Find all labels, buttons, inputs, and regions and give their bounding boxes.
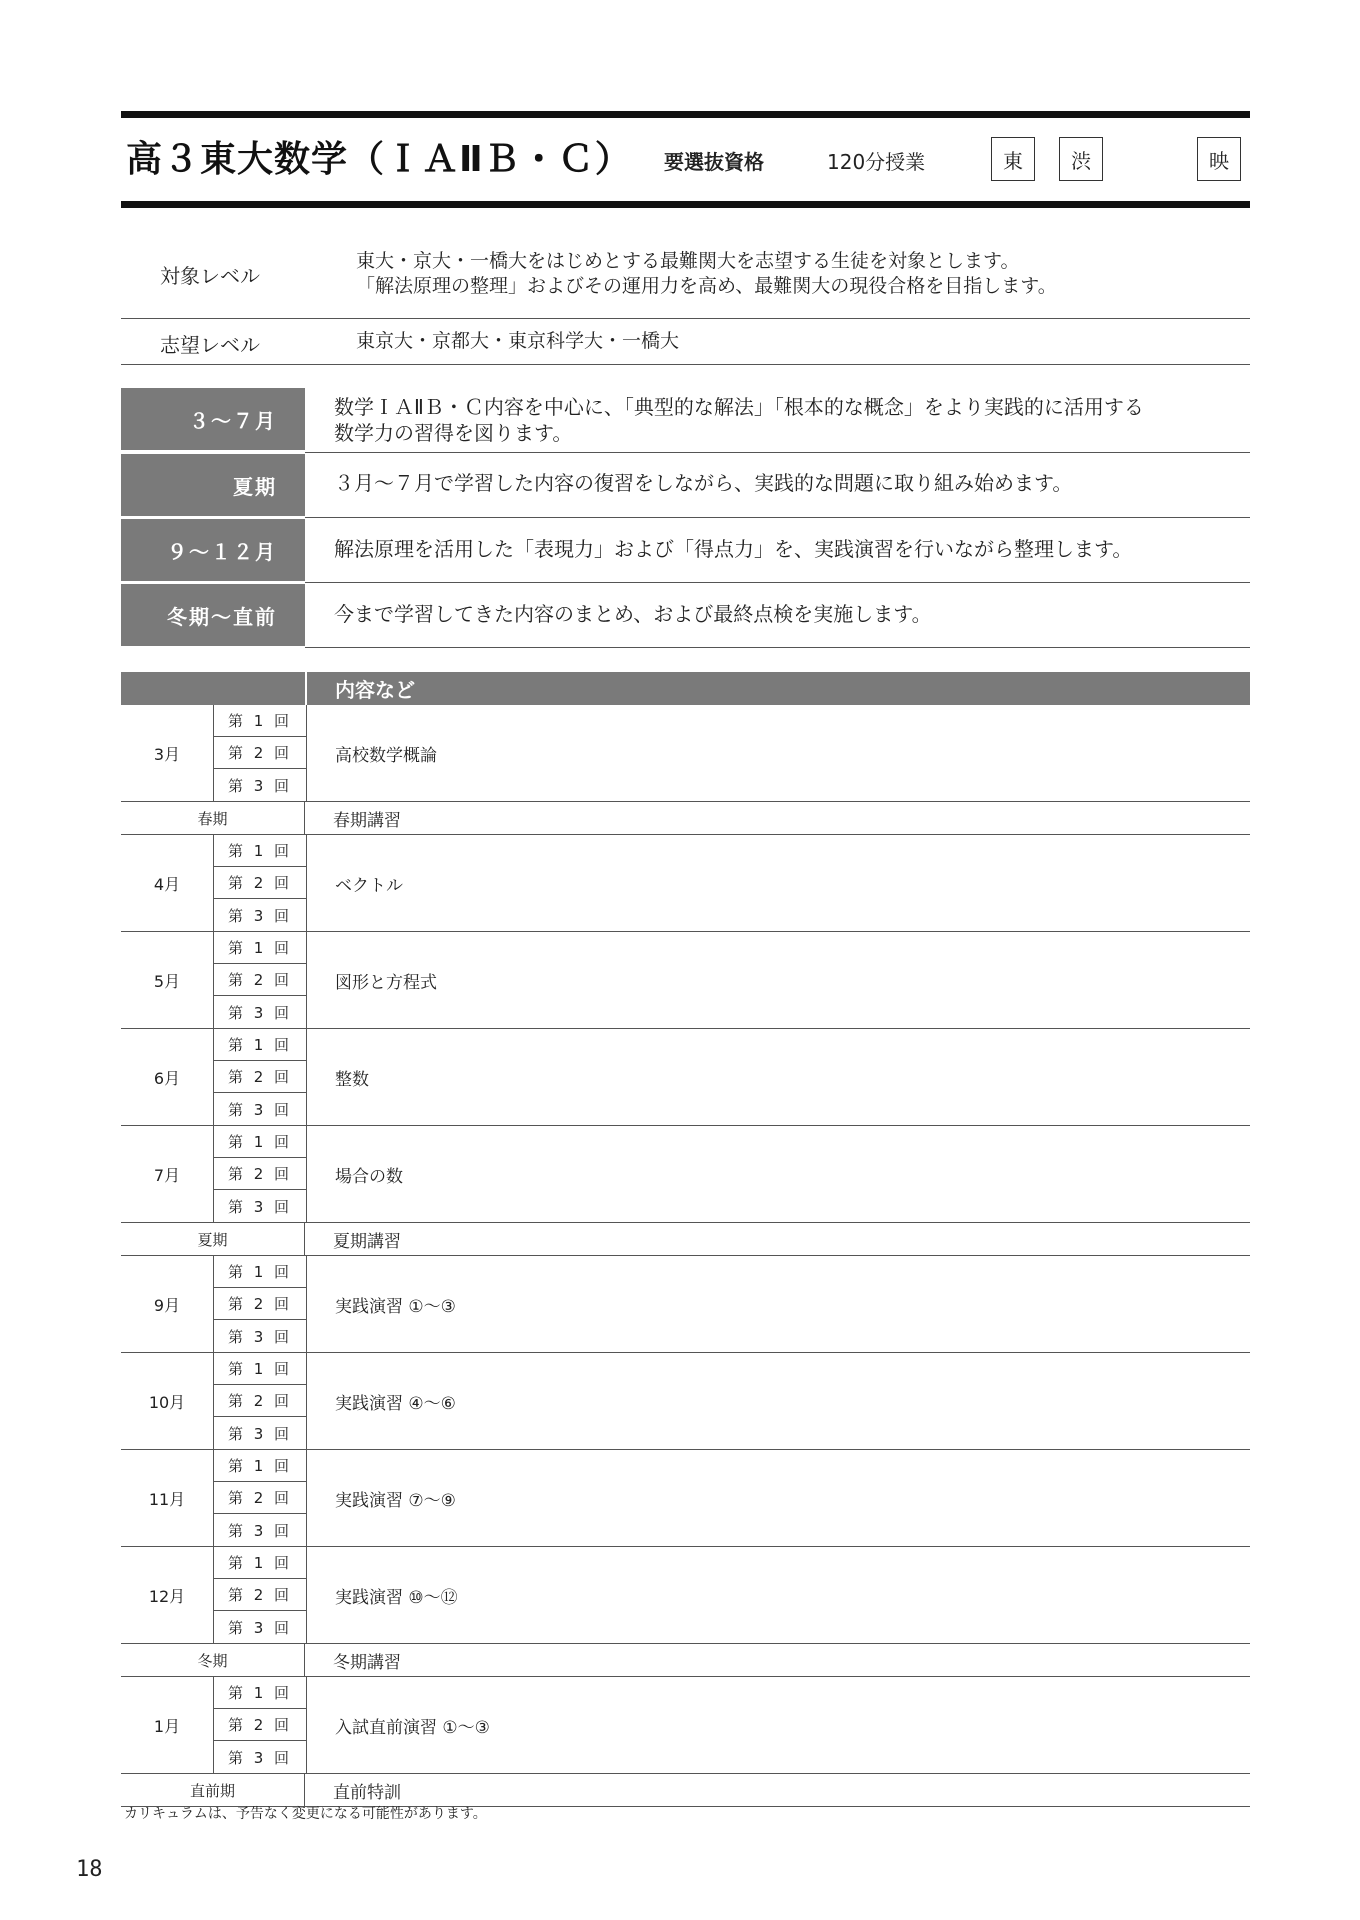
month-label: 1月 <box>153 1716 181 1736</box>
session-label: 第 1 回 <box>214 1029 306 1061</box>
phase-divider <box>305 582 1250 583</box>
campus-badge-shibuya: 渋 <box>1059 137 1103 181</box>
session-label: 第 2 回 <box>214 1482 306 1514</box>
session-label: 第 3 回 <box>227 906 293 925</box>
target-level-text-1: 東大・京大・一橋大をはじめとする最難関大を志望する生徒を対象とします。 <box>356 250 1020 272</box>
session-list <box>213 1547 307 1643</box>
session-label: 第 1 回 <box>214 932 306 964</box>
season-row <box>121 1223 1250 1256</box>
month-block <box>121 1353 1250 1450</box>
month-block <box>121 705 1250 802</box>
month-label: 12月 <box>148 1586 186 1606</box>
season-label: 春期 <box>121 802 305 834</box>
month-block <box>121 1450 1250 1547</box>
phase-text-summer: ３月～７月で学習した内容の復習をしながら、実践的な問題に取り組み始めます。 <box>334 471 1073 495</box>
season-content: 冬期講習 <box>333 1652 401 1673</box>
curriculum-header <box>121 672 1250 705</box>
month-label: 4月 <box>153 874 181 894</box>
session-label: 第 1 回 <box>214 1547 306 1579</box>
month-content: ベクトル <box>335 875 403 896</box>
month-block <box>121 835 1250 932</box>
aim-level-text: 東京大・京都大・東京科学大・一橋大 <box>356 330 680 352</box>
session-list <box>213 1450 307 1546</box>
header-bottom-rule <box>121 201 1250 208</box>
month-block <box>121 1256 1250 1353</box>
session-label: 第 1 回 <box>214 1450 306 1482</box>
phase-label-winter: 冬期～直前 <box>121 584 305 646</box>
session-label: 第 2 回 <box>214 867 306 899</box>
season-label: 冬期 <box>121 1644 305 1676</box>
month-label: 5月 <box>153 971 181 991</box>
session-label: 第 1 回 <box>214 1126 306 1158</box>
session-label: 第 2 回 <box>214 737 306 769</box>
month-block <box>121 1126 1250 1223</box>
phase-text-winter: 今まで学習してきた内容のまとめ、および最終点検を実施します。 <box>334 602 932 626</box>
month-content: 整数 <box>335 1069 369 1090</box>
phase-label-spring: ３～７月 <box>121 388 305 450</box>
header-top-rule <box>121 111 1250 118</box>
phase-divider <box>305 452 1250 453</box>
season-row <box>121 1644 1250 1677</box>
month-label: 7月 <box>153 1165 181 1185</box>
session-label: 第 1 回 <box>214 835 306 867</box>
month-content: 実践演習 ④～⑥ <box>335 1393 456 1414</box>
session-label: 第 2 回 <box>214 1709 306 1741</box>
season-label: 直前期 <box>121 1774 305 1806</box>
session-list <box>213 835 307 931</box>
month-content: 高校数学概論 <box>335 745 437 766</box>
session-label: 第 3 回 <box>227 1003 293 1022</box>
month-label: 6月 <box>153 1068 181 1088</box>
session-label: 第 2 回 <box>214 1158 306 1190</box>
info-bottom-line <box>121 364 1250 365</box>
phase-text-spring-1: 数学ＩＡⅡＢ・Ｃ内容を中心に、「典型的な解法」「根本的な概念」をより実践的に活用する <box>334 395 1144 419</box>
month-content: 実践演習 ⑩～⑫ <box>335 1587 458 1608</box>
aim-level-label: 志望レベル <box>160 333 260 357</box>
season-row <box>121 802 1250 835</box>
session-label: 第 2 回 <box>214 1061 306 1093</box>
month-label: 10月 <box>148 1392 186 1412</box>
duration-label: 120分授業 <box>827 150 926 174</box>
season-content: 夏期講習 <box>333 1231 401 1252</box>
session-list <box>213 1126 307 1222</box>
month-block <box>121 1029 1250 1126</box>
season-content: 春期講習 <box>333 810 401 831</box>
session-list <box>213 705 307 801</box>
session-label: 第 2 回 <box>214 1579 306 1611</box>
month-content: 図形と方程式 <box>335 972 437 993</box>
target-level-label: 対象レベル <box>160 264 260 288</box>
session-label: 第 3 回 <box>227 1521 293 1540</box>
phase-text-spring-2: 数学力の習得を図ります。 <box>334 421 573 445</box>
month-block <box>121 932 1250 1029</box>
phase-divider <box>305 517 1250 518</box>
month-content: 実践演習 ⑦～⑨ <box>335 1490 456 1511</box>
month-label: 3月 <box>153 744 181 764</box>
curriculum-header-blank <box>121 672 307 705</box>
session-list <box>213 1256 307 1352</box>
phase-text-autumn: 解法原理を活用した「表現力」および「得点力」を、実践演習を行いながら整理します。 <box>334 537 1133 561</box>
campus-badge-eizo: 映 <box>1197 137 1241 181</box>
session-label: 第 3 回 <box>227 1197 293 1216</box>
curriculum-header-label: 内容など <box>307 672 1250 705</box>
session-label: 第 3 回 <box>227 1327 293 1346</box>
season-label: 夏期 <box>121 1223 305 1255</box>
phase-label-summer: 夏期 <box>121 454 305 516</box>
curriculum-note: カリキュラムは、予告なく変更になる可能性があります。 <box>124 1806 487 1822</box>
session-label: 第 1 回 <box>214 1677 306 1709</box>
campus-badge-higashi: 東 <box>991 137 1035 181</box>
session-label: 第 1 回 <box>214 1353 306 1385</box>
month-label: 9月 <box>153 1295 181 1315</box>
page-title: 高３東大数学（ＩＡⅡＢ・Ｃ） <box>126 139 632 180</box>
month-label: 11月 <box>148 1489 186 1509</box>
session-label: 第 2 回 <box>214 964 306 996</box>
session-label: 第 3 回 <box>227 776 293 795</box>
month-block <box>121 1547 1250 1644</box>
page-number: 18 <box>76 1857 103 1882</box>
requirement-label: 要選抜資格 <box>664 150 764 174</box>
session-label: 第 3 回 <box>227 1424 293 1443</box>
session-label: 第 2 回 <box>214 1288 306 1320</box>
month-content: 入試直前演習 ①～③ <box>335 1717 490 1738</box>
session-list <box>213 932 307 1028</box>
month-block <box>121 1677 1250 1774</box>
season-content: 直前特訓 <box>333 1782 401 1803</box>
phase-divider <box>305 647 1250 648</box>
target-level-text-2: 「解法原理の整理」およびその運用力を高め、最難関大の現役合格を目指します。 <box>356 275 1057 297</box>
phase-label-autumn: ９～１２月 <box>121 519 305 581</box>
session-list <box>213 1029 307 1125</box>
session-label: 第 3 回 <box>227 1748 293 1767</box>
session-label: 第 1 回 <box>214 705 306 737</box>
info-divider <box>121 318 1250 319</box>
session-label: 第 2 回 <box>214 1385 306 1417</box>
month-content: 実践演習 ①～③ <box>335 1296 456 1317</box>
session-label: 第 1 回 <box>214 1256 306 1288</box>
session-list <box>213 1353 307 1449</box>
session-list <box>213 1677 307 1773</box>
session-label: 第 3 回 <box>227 1618 293 1637</box>
month-content: 場合の数 <box>335 1166 403 1187</box>
session-label: 第 3 回 <box>227 1100 293 1119</box>
curriculum-body <box>121 705 1250 1807</box>
curriculum-table <box>121 672 1250 1807</box>
